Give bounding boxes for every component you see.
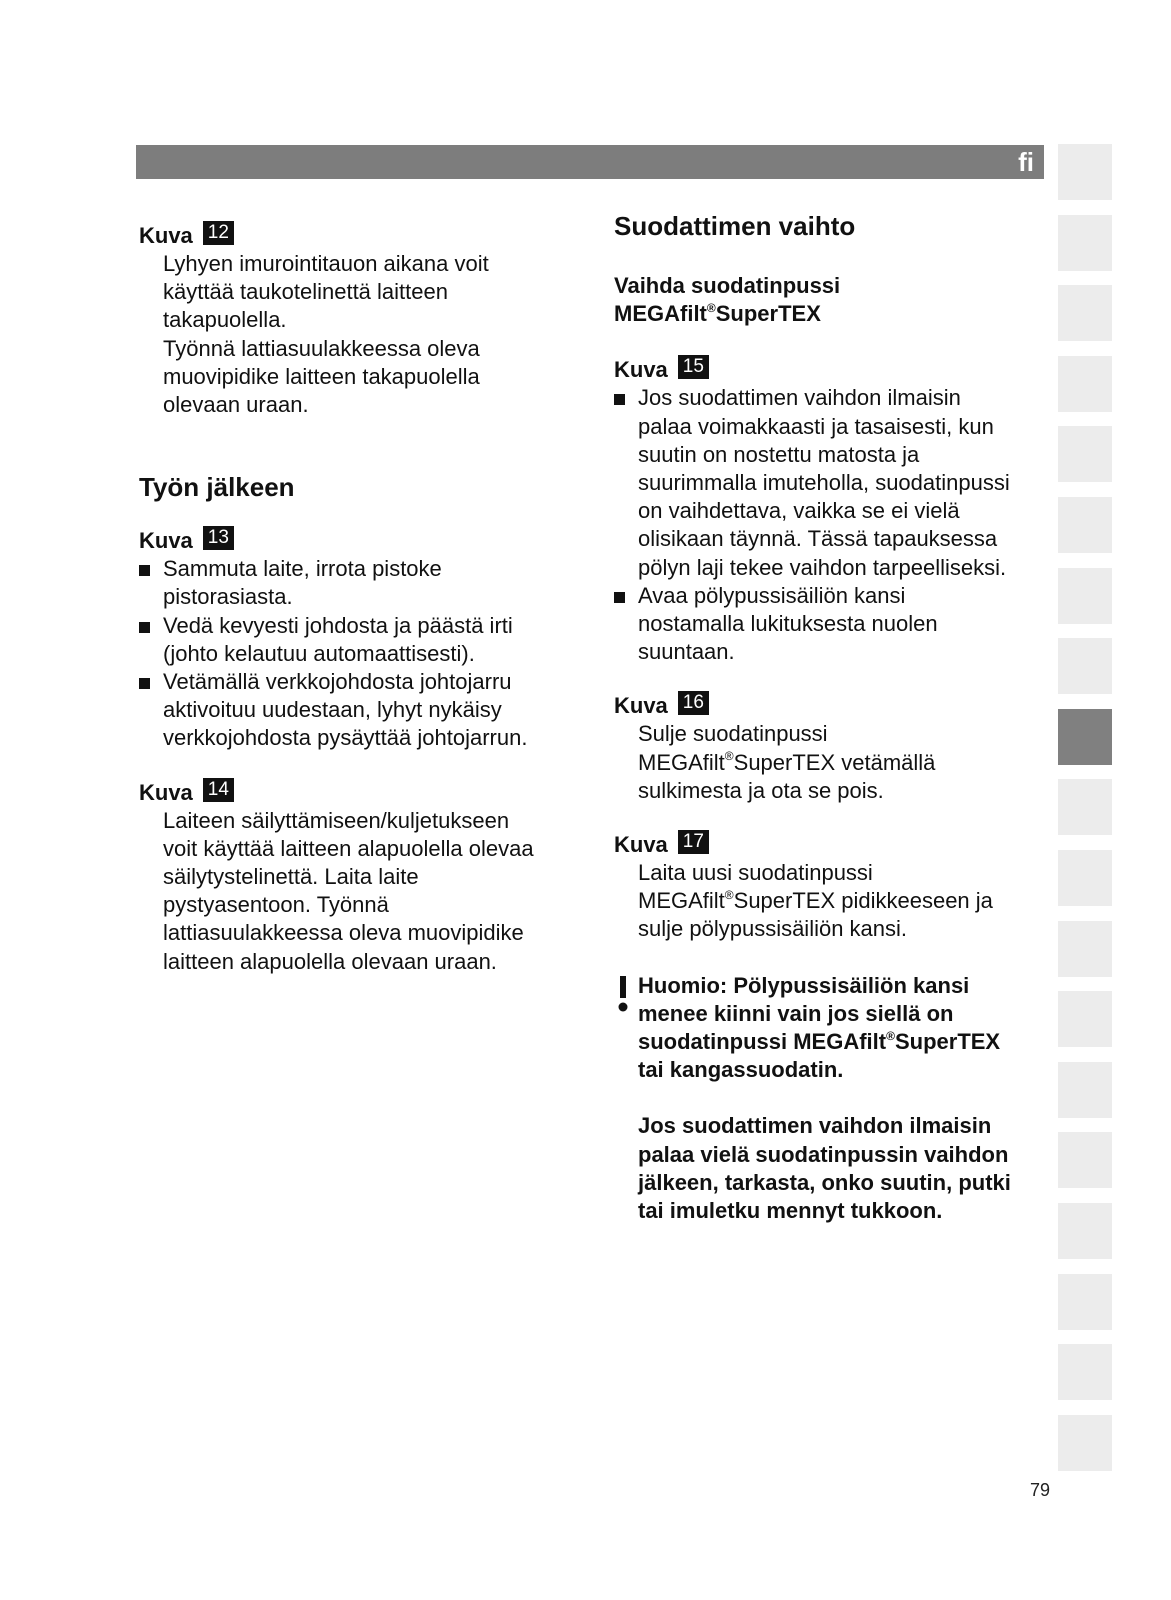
section-title-filter-change: Suodattimen vaihto — [614, 211, 856, 241]
text-fragment: suodatinpussi MEGAfilt — [638, 1029, 887, 1055]
text-line: aktivoituu uudestaan, lyhyt nykäisy — [163, 697, 502, 723]
side-tab — [1058, 1415, 1112, 1471]
text-line: Sulje suodatinpussi — [638, 721, 828, 747]
paragraph-17 — [614, 859, 1044, 944]
text-line: lattiasuulakkeessa oleva muovipidike — [163, 920, 524, 946]
figure-ref-17 — [614, 831, 1044, 859]
exclamation-icon-glyph — [616, 976, 630, 1016]
figure-ref-15 — [614, 356, 1044, 384]
side-tab-active — [1058, 709, 1112, 765]
text-line: Laiteen säilyttämiseen/kuljetukseen — [163, 807, 510, 833]
side-tab — [1058, 1132, 1112, 1188]
brand-name: MEGAfilt — [638, 888, 725, 914]
warning-line: tai kangassuodatin. — [638, 1057, 844, 1083]
text-line: Vetämällä verkkojohdosta johtojarru — [163, 669, 512, 695]
section-title-after-work: Työn jälkeen — [139, 472, 295, 503]
list-item — [139, 612, 579, 668]
text-line: takapuolella. — [163, 307, 287, 333]
figure-ref-16 — [614, 692, 1044, 720]
warning-line: tai imuletku mennyt tukkoon. — [638, 1198, 943, 1224]
page-number: 79 — [1030, 1480, 1051, 1500]
list-item — [139, 668, 579, 753]
text-line: käyttää taukotelinettä laitteen — [163, 279, 448, 305]
text-line: olisikaan täynnä. Tässä tapauksessa — [638, 526, 998, 552]
side-tab — [1058, 638, 1112, 694]
brand-name: MEGAfilt — [638, 749, 725, 775]
figure-label: Kuva — [614, 693, 668, 719]
figure-number-badge: 12 — [203, 221, 234, 245]
subheading — [614, 272, 1044, 328]
language-code: fi — [1018, 147, 1034, 177]
side-tab — [1058, 1344, 1112, 1400]
text-line: pölyn laji tekee vaihdon tarpeelliseksi. — [638, 554, 1007, 580]
figure-ref-14 — [139, 779, 579, 807]
text-line: Jos suodattimen vaihdon ilmaisin — [638, 385, 961, 411]
text-line: palaa voimakkaasti ja tasaisesti, kun — [638, 413, 994, 439]
side-tab — [1058, 779, 1112, 835]
text-line: suuntaan. — [638, 639, 735, 665]
warning-paragraph — [638, 1112, 1044, 1225]
text-line: olevaan uraan. — [163, 392, 309, 418]
figure-number-badge: 15 — [678, 355, 709, 379]
text-line: Avaa pölypussisäiliön kansi — [638, 582, 906, 608]
side-tab — [1058, 921, 1112, 977]
text-line: nostamalla lukituksesta nuolen — [638, 611, 938, 637]
figure-label: Kuva — [139, 528, 193, 554]
bullet-square-icon — [139, 565, 150, 576]
text-line — [638, 749, 1044, 777]
registered-mark: ® — [724, 749, 734, 764]
text-line: Vedä kevyesti johdosta ja päästä irti — [163, 612, 513, 638]
figure-label: Kuva — [139, 223, 193, 248]
subheading-line — [614, 300, 1044, 328]
text-line: sulje pölypussisäiliön kansi. — [638, 916, 908, 942]
brand-name: SuperTEX — [715, 301, 821, 327]
text-line: suurimmalla imuteholla, suodatinpussi — [638, 470, 1010, 496]
brand-name: SuperTEX — [894, 1029, 1001, 1055]
side-tab-strip — [1058, 144, 1112, 1485]
figure-number-badge: 14 — [203, 778, 234, 802]
warning-line — [638, 1028, 1044, 1056]
bullet-square-icon — [614, 394, 625, 405]
paragraph-16 — [614, 720, 1044, 805]
side-tab — [1058, 356, 1112, 412]
text-line: sulkimesta ja ota se pois. — [638, 777, 884, 803]
warning-note — [614, 972, 1044, 1226]
bullet-square-icon — [139, 678, 150, 689]
side-tab — [1058, 497, 1112, 553]
registered-mark: ® — [886, 1028, 895, 1043]
side-tab — [1058, 850, 1112, 906]
figure-ref-12 — [139, 222, 579, 250]
text-line: (johto kelautuu automaattisesti). — [163, 640, 475, 666]
text-line: suutin on nostettu matosta ja — [638, 441, 920, 467]
side-tab — [1058, 1274, 1112, 1330]
text-line: laitteen alapuolella olevaan uraan. — [163, 948, 497, 974]
subheading-line: Vaihda suodatinpussi — [614, 273, 841, 298]
text-line: pistorasiasta. — [163, 584, 293, 610]
warning-line: Huomio: Pölypussisäiliön kansi — [638, 972, 970, 998]
bullet-list-15 — [614, 384, 1044, 666]
figure-label: Kuva — [614, 357, 668, 383]
text-line: muovipidike laitteen takapuolella — [163, 363, 480, 389]
warning-line: menee kiinni vain jos siellä on — [638, 1000, 954, 1026]
brand-name: MEGAfilt — [614, 301, 707, 327]
exclamation-icon — [616, 976, 630, 1016]
warning-line: palaa vielä suodatinpussin vaihdon — [638, 1141, 1009, 1167]
left-column — [139, 222, 579, 976]
registered-mark: ® — [724, 887, 734, 902]
figure-number-badge: 13 — [203, 526, 234, 550]
side-tab — [1058, 1203, 1112, 1259]
figure-label: Kuva — [139, 779, 193, 805]
text-fragment: SuperTEX pidikkeeseen ja — [733, 888, 993, 914]
text-line: Työnnä lattiasuulakkeessa oleva — [163, 335, 480, 361]
text-line: pystyasentoon. Työnnä — [163, 892, 389, 918]
paragraph-12 — [139, 250, 579, 419]
text-line: säilytystelinettä. Laita laite — [163, 864, 419, 890]
text-line: verkkojohdosta pysäyttää johtojarrun. — [163, 725, 528, 751]
list-item — [139, 555, 579, 611]
text-line: Sammuta laite, irrota pistoke — [163, 556, 442, 582]
list-item — [614, 582, 1044, 667]
bullet-list-13 — [139, 555, 579, 752]
registered-mark: ® — [706, 300, 716, 315]
paragraph-14 — [139, 807, 579, 976]
text-line: voit käyttää laitteen alapuolella olevaa — [163, 835, 534, 861]
warning-line: Jos suodattimen vaihdon ilmaisin — [638, 1113, 992, 1139]
header-bar — [136, 145, 1044, 179]
side-tab — [1058, 144, 1112, 200]
figure-number-badge: 16 — [678, 691, 709, 715]
side-tab — [1058, 1062, 1112, 1118]
text-fragment: SuperTEX vetämällä — [733, 749, 936, 775]
text-line: Lyhyen imurointitauon aikana voit — [163, 251, 489, 276]
figure-number-badge: 17 — [678, 830, 709, 854]
figure-ref-13 — [139, 527, 579, 555]
side-tab — [1058, 991, 1112, 1047]
text-line — [638, 887, 1044, 915]
bullet-square-icon — [139, 622, 150, 633]
list-item — [614, 384, 1044, 581]
side-tab — [1058, 215, 1112, 271]
figure-label: Kuva — [614, 832, 668, 858]
side-tab — [1058, 426, 1112, 482]
text-line: Laita uusi suodatinpussi — [638, 860, 873, 886]
side-tab — [1058, 568, 1112, 624]
side-tab — [1058, 285, 1112, 341]
text-line: on vaihdettava, vaikka se ei vielä — [638, 498, 960, 524]
warning-line: jälkeen, tarkasta, onko suutin, putki — [638, 1169, 1011, 1195]
bullet-square-icon — [614, 592, 625, 603]
right-column — [614, 210, 1044, 1225]
